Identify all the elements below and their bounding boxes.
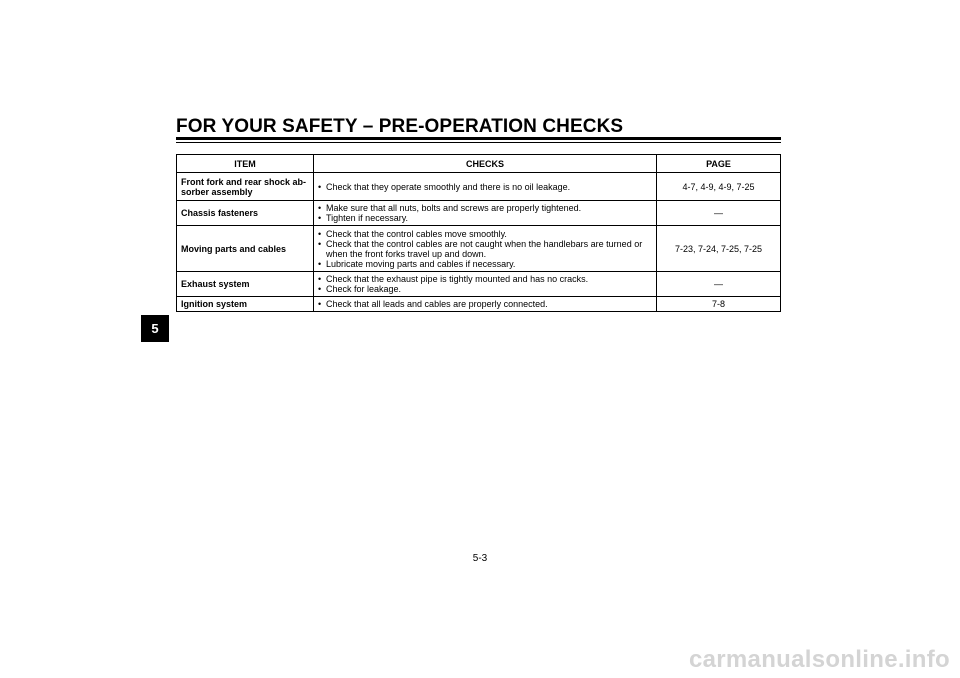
row-page-ref: 7-8: [657, 297, 781, 312]
watermark: carmanualsonline.info: [688, 646, 950, 673]
table-header-row: [177, 155, 781, 173]
header-checks: CHECKS: [314, 155, 657, 173]
table-row: [177, 226, 781, 272]
check-bullet: • Tighten if necessary.: [318, 213, 652, 223]
check-bullet: • Check that the control cables move smoothly.: [318, 229, 652, 239]
row-checks: [314, 297, 657, 312]
check-bullet: • Lubricate moving parts and cables if necessary.: [318, 259, 652, 269]
header-item: ITEM: [177, 155, 314, 173]
row-page-ref: 7-23, 7-24, 7-25, 7-25: [657, 226, 781, 272]
table-row: [177, 272, 781, 297]
page-number: 5-3: [472, 553, 488, 564]
check-bullet: • Check that they operate smoothly and there is no oil leakage.: [318, 182, 652, 192]
row-item: Front fork and rear shock ab-sorber assembly: [177, 173, 314, 201]
row-page-ref: —: [657, 201, 781, 226]
check-bullet: • Check that the exhaust pipe is tightly mounted and has no cracks.: [318, 274, 652, 284]
row-page-ref: —: [657, 272, 781, 297]
table-row: [177, 297, 781, 312]
title-underline-thin: [176, 142, 781, 143]
table-row: [177, 201, 781, 226]
title-underline-thick: [176, 137, 781, 140]
row-item: Chassis fasteners: [177, 201, 314, 226]
row-checks: [314, 272, 657, 297]
check-bullet: • Check that all leads and cables are properly connected.: [318, 299, 652, 309]
table-row: [177, 173, 781, 201]
header-page: PAGE: [657, 155, 781, 173]
row-item: Moving parts and cables: [177, 226, 314, 272]
row-item: Exhaust system: [177, 272, 314, 297]
row-item: Ignition system: [177, 297, 314, 312]
check-bullet: • Make sure that all nuts, bolts and screws are properly tightened.: [318, 203, 652, 213]
chapter-tab-marker: 5: [141, 315, 169, 342]
row-checks: [314, 173, 657, 201]
row-checks: [314, 226, 657, 272]
page-title: FOR YOUR SAFETY – PRE-OPERATION CHECKS: [176, 116, 624, 137]
pre-operation-checks-table: [176, 154, 781, 312]
check-bullet: • Check for leakage.: [318, 284, 652, 294]
row-checks: [314, 201, 657, 226]
row-page-ref: 4-7, 4-9, 4-9, 7-25: [657, 173, 781, 201]
check-bullet: • Check that the control cables are not caught when the handlebars are turned or when the front forks travel up and down.: [318, 239, 652, 259]
